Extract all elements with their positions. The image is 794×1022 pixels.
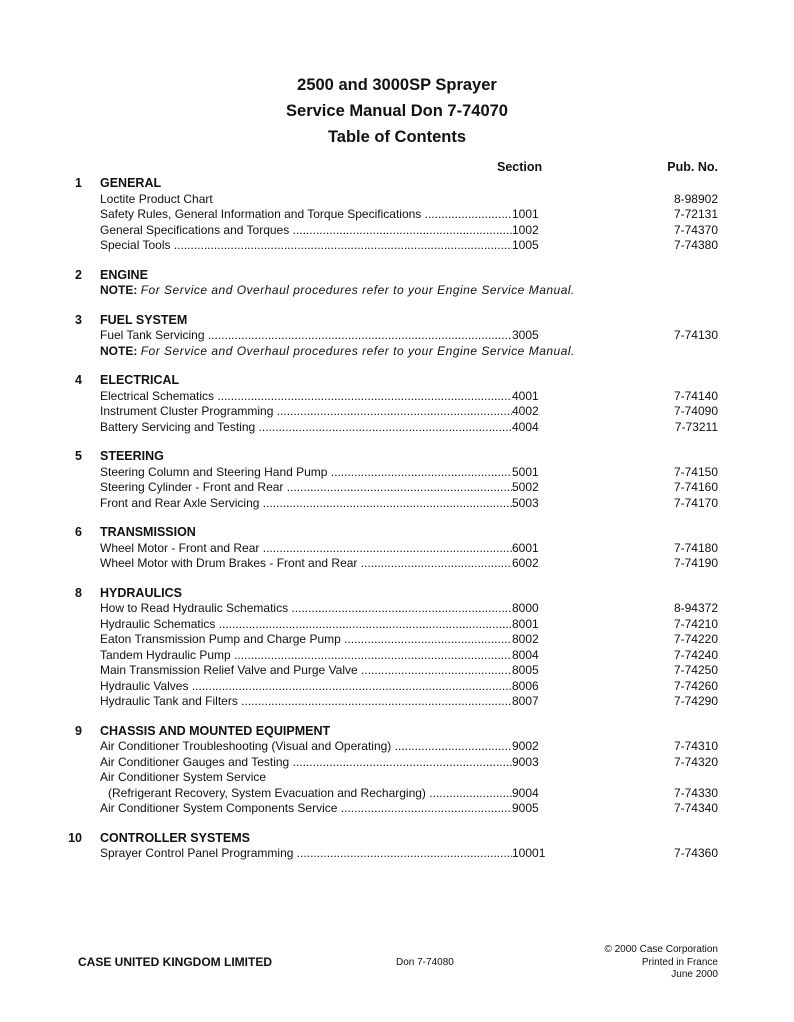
toc-entry	[0, 663, 794, 679]
entry-pub-number: 7-72131	[673, 207, 718, 221]
entry-section-code: 8007	[512, 694, 552, 710]
footer-printed: Printed in France	[641, 956, 718, 968]
title-product: 2500 and 3000SP Sprayer	[297, 76, 497, 94]
toc-entry	[0, 238, 794, 254]
entry-title: How to Read Hydraulic Schematics .....	[100, 601, 518, 617]
toc-entry	[0, 694, 794, 710]
entry-title: Special Tools .....	[100, 238, 518, 254]
toc-entry	[0, 389, 794, 405]
note-label: NOTE:	[100, 283, 138, 297]
entry-title: Steering Column and Steering Hand Pump .....	[100, 465, 518, 481]
entry-pub-number: 7-74190	[673, 556, 718, 570]
entry-section-code: 9004	[512, 786, 552, 802]
entry-pub-number: 7-74150	[673, 464, 718, 479]
entry-title: Hydraulic Tank and Filters .....	[100, 694, 518, 710]
entry-section-code: 5002	[512, 480, 552, 496]
footer-doc-number: Don 7-74080	[396, 957, 454, 968]
entry-title: General Specifications and Torques .....	[100, 223, 518, 239]
entry-pub-number: 7-74380	[673, 238, 718, 252]
section-heading	[0, 313, 794, 329]
section-title: FUEL SYSTEM	[100, 312, 188, 327]
toc-entry	[0, 465, 794, 481]
entry-section-code: 5003	[512, 496, 552, 512]
toc-entry	[0, 207, 794, 223]
entry-title: Air Conditioner Troubleshooting (Visual and Operating) .....	[100, 739, 518, 755]
note-label: NOTE:	[100, 343, 138, 358]
column-header-pub-no: Pub. No.	[667, 160, 718, 174]
entry-pub-number: 7-74130	[673, 328, 718, 342]
section-title: CHASSIS AND MOUNTED EQUIPMENT	[100, 723, 331, 738]
toc-entry	[0, 480, 794, 496]
entry-title: Front and Rear Axle Servicing .....	[100, 496, 518, 512]
entry-pub-number: 7-74290	[673, 694, 718, 708]
toc-entry	[0, 648, 794, 664]
entry-pub-number: 7-74310	[673, 739, 718, 753]
entry-section-code: 1002	[512, 223, 552, 239]
entry-section-code: 1005	[512, 238, 552, 254]
toc-section	[0, 373, 794, 435]
entry-section-code: 4004	[512, 420, 552, 436]
toc-entry	[0, 404, 794, 420]
section-heading	[0, 525, 794, 541]
entry-section-code: 8005	[512, 663, 552, 679]
toc-entry	[0, 328, 794, 344]
entry-pub-number: 8-98902	[673, 191, 718, 206]
toc-section	[0, 586, 794, 710]
document-title-block	[0, 72, 794, 150]
toc-section	[0, 831, 794, 862]
title-manual: Service Manual Don 7-74070	[286, 102, 508, 120]
entry-title: Main Transmission Relief Valve and Purge Valve .....	[100, 663, 518, 679]
entry-section-code: 10001	[512, 846, 552, 862]
entry-section-code: 9005	[512, 801, 552, 817]
entry-title: Wheel Motor with Drum Brakes - Front and Rear .....	[100, 556, 518, 572]
table-of-contents	[0, 176, 794, 876]
section-number: 6	[75, 525, 82, 539]
entry-section-code: 8001	[512, 617, 552, 633]
toc-entry	[0, 617, 794, 633]
section-title: CONTROLLER SYSTEMS	[100, 830, 251, 845]
column-header-section: Section	[497, 160, 543, 174]
entry-section-code: 8002	[512, 632, 552, 648]
section-heading	[0, 176, 794, 192]
toc-section	[0, 313, 794, 360]
entry-pub-number: 7-74370	[673, 222, 718, 237]
section-title: STEERING	[100, 449, 164, 463]
section-title: HYDRAULICS	[100, 585, 182, 600]
entry-section-code: 6001	[512, 541, 552, 557]
toc-section	[0, 176, 794, 254]
entry-pub-number: 7-74360	[673, 846, 718, 860]
entry-title: Safety Rules, General Information and Torque Specifications .....	[100, 207, 518, 223]
section-heading	[0, 268, 794, 284]
entry-section-code: 4001	[512, 389, 552, 405]
entry-section-code: 6002	[512, 556, 552, 572]
toc-entry	[0, 223, 794, 239]
toc-entry	[0, 739, 794, 755]
entry-section-code: 9003	[512, 755, 552, 771]
entry-title: Sprayer Control Panel Programming .....	[100, 846, 518, 862]
section-number: 4	[75, 373, 82, 387]
entry-section-code: 8004	[512, 648, 552, 664]
section-heading	[0, 449, 794, 465]
toc-entry	[0, 420, 794, 436]
toc-section	[0, 268, 794, 299]
section-heading	[0, 724, 794, 740]
toc-entry	[0, 786, 794, 802]
section-number: 3	[75, 312, 82, 327]
section-title: ENGINE	[100, 267, 148, 282]
entry-pub-number: 7-74250	[673, 663, 718, 677]
toc-entry	[0, 556, 794, 572]
entry-section-code: 4002	[512, 404, 552, 420]
entry-title: Loctite Product Chart	[100, 191, 213, 206]
section-title: TRANSMISSION	[100, 525, 196, 539]
toc-entry	[0, 770, 794, 786]
section-number: 8	[75, 585, 82, 600]
footer-company: CASE UNITED KINGDOM LIMITED	[78, 955, 272, 969]
entry-pub-number: 8-94372	[673, 601, 718, 615]
section-number: 1	[75, 176, 82, 190]
entry-pub-number: 7-74140	[673, 388, 718, 403]
section-note	[0, 344, 794, 360]
footer-date: June 2000	[671, 969, 718, 980]
entry-pub-number: 7-74330	[673, 785, 718, 800]
entry-section-code: 9002	[512, 739, 552, 755]
entry-title: Wheel Motor - Front and Rear .....	[100, 541, 518, 557]
toc-entry	[0, 755, 794, 771]
entry-pub-number: 7-74340	[673, 801, 718, 815]
entry-pub-number: 7-74090	[673, 404, 718, 418]
toc-section	[0, 525, 794, 572]
title-toc: Table of Contents	[327, 128, 467, 146]
entry-pub-number: 7-74170	[673, 495, 718, 510]
entry-pub-number: 7-74320	[673, 754, 718, 769]
note-text: For Service and Overhaul procedures refer to your Engine Service Manual.	[140, 283, 575, 297]
toc-entry	[0, 846, 794, 862]
section-heading	[0, 373, 794, 389]
section-number: 9	[75, 723, 82, 738]
entry-title: (Refrigerant Recovery, System Evacuation and Recharging) .....	[108, 786, 518, 802]
footer-imprint	[604, 944, 718, 982]
section-number: 2	[75, 267, 82, 282]
entry-pub-number: 7-74180	[673, 540, 718, 555]
entry-title: Fuel Tank Servicing .....	[100, 328, 518, 344]
entry-section-code: 8000	[512, 601, 552, 617]
section-number: 5	[75, 449, 82, 463]
toc-entry	[0, 801, 794, 817]
entry-title: Instrument Cluster Programming .....	[100, 404, 518, 420]
entry-title: Eaton Transmission Pump and Charge Pump .....	[100, 632, 518, 648]
entry-pub-number: 7-74210	[673, 616, 718, 631]
entry-section-code: 5001	[512, 465, 552, 481]
toc-section	[0, 449, 794, 511]
toc-section	[0, 724, 794, 817]
section-heading	[0, 586, 794, 602]
entry-title: Air Conditioner System Service	[100, 770, 267, 784]
entry-pub-number: 7-73211	[674, 419, 718, 434]
toc-entry	[0, 632, 794, 648]
entry-title: Electrical Schematics .....	[100, 389, 518, 405]
section-title: ELECTRICAL	[100, 373, 180, 387]
entry-title: Hydraulic Schematics .....	[100, 617, 518, 633]
entry-title: Battery Servicing and Testing .....	[100, 420, 518, 436]
entry-pub-number: 7-74260	[673, 678, 718, 693]
note-text: For Service and Overhaul procedures refer to your Engine Service Manual.	[140, 343, 575, 358]
toc-entry	[0, 192, 794, 208]
entry-title: Tandem Hydraulic Pump .....	[100, 648, 518, 664]
toc-entry	[0, 541, 794, 557]
entry-title: Steering Cylinder - Front and Rear .....	[100, 480, 518, 496]
entry-title: Air Conditioner Gauges and Testing .....	[100, 755, 518, 771]
section-heading	[0, 831, 794, 847]
entry-section-code: 3005	[512, 328, 552, 344]
entry-title: Air Conditioner System Components Service .....	[100, 801, 518, 817]
entry-section-code: 8006	[512, 679, 552, 695]
toc-entry	[0, 601, 794, 617]
footer-copyright: © 2000 Case Corporation	[604, 944, 718, 955]
toc-entry	[0, 496, 794, 512]
entry-pub-number: 7-74160	[673, 480, 718, 494]
toc-entry	[0, 679, 794, 695]
entry-section-code: 1001	[512, 207, 552, 223]
section-title: GENERAL	[100, 176, 162, 190]
section-number: 10	[68, 830, 82, 845]
section-note	[0, 283, 794, 299]
entry-title: Hydraulic Valves .....	[100, 679, 518, 695]
entry-pub-number: 7-74240	[673, 647, 718, 662]
entry-pub-number: 7-74220	[673, 632, 718, 646]
